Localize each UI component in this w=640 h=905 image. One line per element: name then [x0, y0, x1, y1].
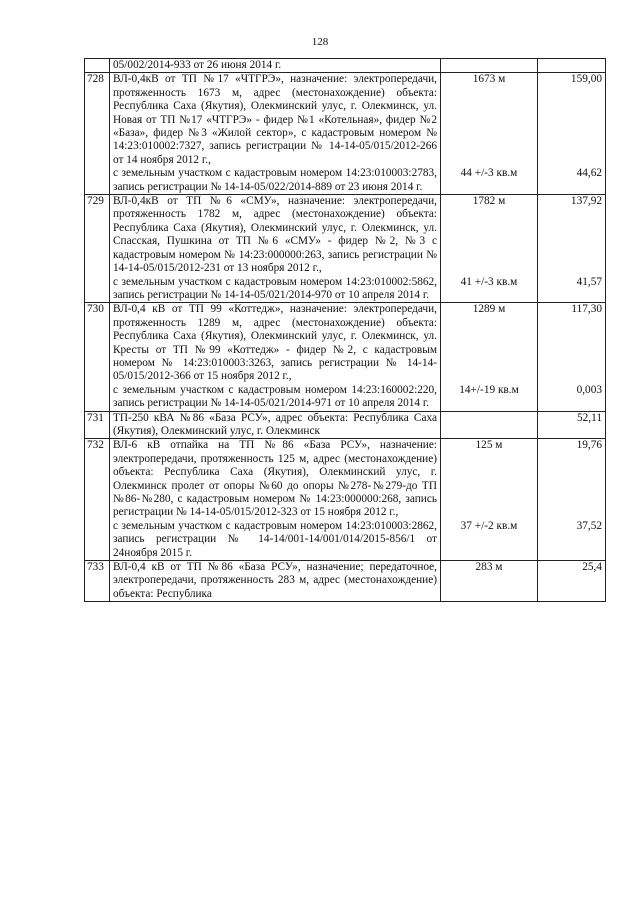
asset-description: ВЛ-0,4 кВ от ТП №86 «База РСУ», назначение; передаточное, электропередачи, протяженность 283 м, адрес (местонахождение) объекта: Республика	[113, 561, 437, 600]
object-value	[538, 195, 606, 303]
object-description	[110, 411, 441, 439]
object-value	[538, 303, 606, 411]
asset-description: ТП-250 кВА №86 «База РСУ», адрес объекта: Республика Саха (Якутия), Олекминский улус, г. Олекминск	[113, 411, 437, 437]
row-number: 733	[85, 561, 110, 602]
asset-length: 1289 м	[472, 303, 506, 316]
row-number: 730	[85, 303, 110, 411]
carryover-row	[85, 59, 606, 73]
asset-value: 137,92	[570, 195, 602, 208]
register-row	[85, 439, 606, 561]
carryover-len-cell	[441, 59, 538, 73]
object-size	[441, 411, 538, 439]
asset-value: 159,00	[570, 73, 602, 86]
page-number: 128	[311, 36, 329, 48]
asset-description: ВЛ-0,4кВ от ТП №17 «ЧТГРЭ», назначение: электропередачи, протяженность 1673 м, адрес (местонахождение) объекта: Республика Саха (Якутия), Олекминский улус, г. Олекминск, ул. Новая от ТП №17 «ЧТГРЭ» - фидер №1 «Котельная», фидер №2 «База», фидер №3 «Жилой сектор», с кадастровым номером № 14:23:010002:7327, запись регистрации № 14-14-05/015/2012-266 от 14 ноября 2012 г.,	[113, 73, 437, 166]
row-number: 732	[85, 439, 110, 561]
object-size	[441, 73, 538, 195]
asset-description: ВЛ-6 кВ отпайка на ТП №86 «База РСУ», назначение: электропередачи, протяженность 125 м, адрес (местонахождение) объекта: Республика Саха (Якутия), Олекминский улус, г. Олекминск пролет от опоры №60 до опоры №278-№279-до ТП №86-№280, с кадастровым номером № 14:23:000000:268, запись регистрации № 14-14-05/015/2012-323 от 15 ноября 2012 г.,	[113, 439, 437, 519]
land-plot-description: с земельным участком с кадастровым номером 14:23:010003:2862, запись регистрации № 14-14/001-14/001/014/2015-856/1 от 24ноября 2015 г.	[113, 519, 437, 559]
asset-length: 1782 м	[472, 195, 506, 208]
asset-value: 25,4	[582, 561, 602, 574]
asset-length: 125 м	[475, 439, 503, 452]
land-plot-description: с земельным участком с кадастровым номером 14:23:010003:2783, запись регистрации № 14-14-05/022/2014-889 от 23 июня 2014 г.	[113, 167, 437, 193]
object-description	[110, 73, 441, 195]
asset-description: ВЛ-0,4кВ от ТП №6 «СМУ», назначение: электропередачи, протяженность 1782 м, адрес (местонахождение) объекта: Республика Саха (Якутия), Олекминский улус, г. Олекминск, ул. Спасская, Пушкина от ТП №6 «СМУ» - фидер №2, №3 с кадастровым номером № 14:23:000000:263, запись регистрации № 14-14-05/015/2012-231 от 13 ноября 2012 г.,	[113, 195, 437, 275]
asset-value: 117,30	[571, 303, 602, 316]
register-row	[85, 561, 606, 602]
land-plot-area: 14+/-19 кв.м	[459, 383, 519, 396]
asset-value: 19,76	[576, 439, 602, 452]
carryover-text: 05/002/2014-933 от 26 июня 2014 г.	[110, 59, 441, 73]
asset-description: ВЛ-0,4 кВ от ТП 99 «Коттедж», назначение: электропередачи, протяженность 1289 м, адрес (местонахождение) объекта: Республика Саха (Якутия), Олекминский улус, г. Олекминск, ул. Кресты от ТП №99 «Коттедж» - фидер №2, с кадастровым номером № 14:23:010003:3263, запись регистрации № 14-14-05/015/2012-366 от 15 ноября 2012 г.,	[113, 303, 437, 383]
object-size	[441, 561, 538, 602]
land-plot-area: 37 +/-2 кв.м	[460, 519, 518, 532]
asset-value: 52,11	[577, 411, 602, 424]
object-value	[538, 73, 606, 195]
asset-length: 1673 м	[472, 73, 506, 86]
object-value	[538, 411, 606, 439]
register-row	[85, 73, 606, 195]
object-description	[110, 303, 441, 411]
row-number: 731	[85, 411, 110, 439]
object-description	[110, 195, 441, 303]
object-description	[110, 439, 441, 561]
carryover-num-cell	[85, 59, 110, 73]
asset-register-table	[84, 58, 606, 602]
land-plot-value: 0,003	[576, 383, 602, 396]
register-row	[85, 411, 606, 439]
object-value	[538, 439, 606, 561]
object-size	[441, 303, 538, 411]
register-row	[85, 195, 606, 303]
object-value	[538, 561, 606, 602]
carryover-val-cell	[538, 59, 606, 73]
land-plot-area: 41 +/-3 кв.м	[460, 275, 518, 288]
register-row	[85, 303, 606, 411]
object-size	[441, 195, 538, 303]
row-number: 728	[85, 73, 110, 195]
land-plot-area: 44 +/-3 кв.м	[460, 167, 518, 180]
land-plot-description: с земельным участком с кадастровым номером 14:23:010002:5862, запись регистрации № 14-14-05/021/2014-970 от 10 апреля 2014 г.	[113, 275, 437, 301]
land-plot-description: с земельным участком с кадастровым номером 14:23:160002:220, запись регистрации № 14-14-05/021/2014-971 от 10 апреля 2014 г.	[113, 383, 437, 410]
asset-length: 283 м	[475, 561, 503, 574]
land-plot-value: 41,57	[576, 275, 602, 288]
land-plot-value: 44,62	[576, 167, 602, 180]
land-plot-value: 37,52	[576, 519, 602, 532]
row-number: 729	[85, 195, 110, 303]
object-description	[110, 561, 441, 602]
object-size	[441, 439, 538, 561]
